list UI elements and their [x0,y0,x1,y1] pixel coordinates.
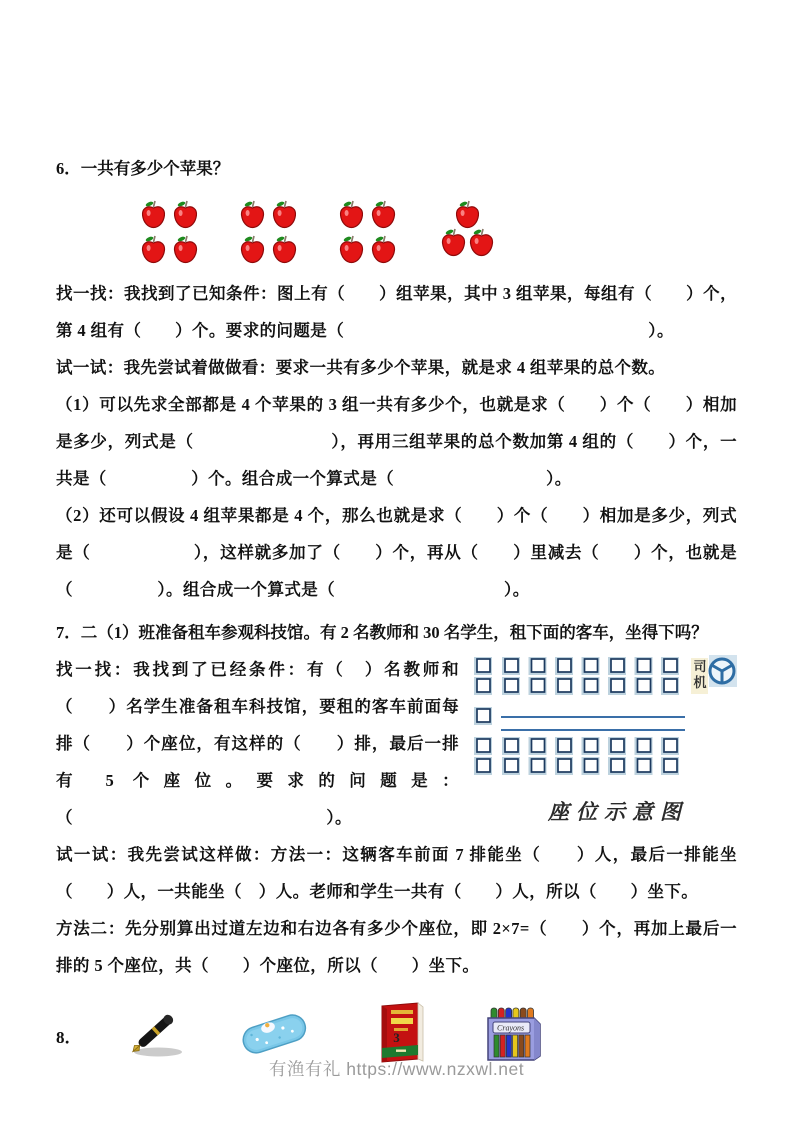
apple-group [437,199,497,257]
bus-seat [611,659,624,672]
apple-icon [239,234,266,264]
bus-seat [664,659,677,672]
bus-seat [477,659,490,672]
bus-seat [664,739,677,752]
question-7-method2-text: 方法二：先分别算出过道左边和右边各有多少个座位，即 2×7=（ ）个，再加上最后一排的 5 个座位，共（ ）个座位，所以（ ）坐下。 [56,919,737,975]
bus-seat [585,659,598,672]
bus-seat [638,659,651,672]
question-8-number: 8． [56,1027,82,1047]
bus-seating-figure [471,655,737,826]
bus-seat [585,679,598,692]
apple-icon [239,199,266,229]
question-7-title: 7．二（1）班准备租车参观科技馆。有 2 名教师和 30 名学生，租下面的客车，坐得下吗？ [56,623,708,642]
driver-label: 司机 [693,659,707,690]
bus-seat [477,739,490,752]
apple-groups-figure [140,199,737,267]
question-6-find-text: 找一找：我找到了已知条件：图上有（ ）组苹果，其中 3 组苹果，每组有（ ）个，第 4 组有（ ）个。要求的问题是（ ）。 [56,284,737,340]
apple-icon [271,199,298,229]
question-6-method1-text: （1）可以先求全部都是 4 个苹果的 3 组一共有多少个，也就是求（ ）个（ ）相加是多少，列式是（ ），再用三组苹果的总个数加第 4 组的（ ）个，一共是（ ）个。组合成一个算式是（ ）。 [56,395,737,488]
apple-group [140,199,199,264]
bus-seat [532,659,545,672]
question-6-method2-text: （2）还可以假设 4 组苹果都是 4 个，那么也就是求（ ）个（ ）相加是多少，列式是（ ），这样就多加了（ ）个，再从（ ）里减去（ ）个，也就是（ ）。组合成一个算式是（ ）。 [56,506,737,599]
bus-seat [558,759,571,772]
footer-watermark: 有渔有礼 https://www.nzxwl.net [268,1059,525,1079]
bus-seat [664,679,677,692]
apple-icon [172,234,199,264]
bus-seat [664,759,677,772]
bus-seat [611,679,624,692]
bus-seat [611,739,624,752]
apple-group [239,199,298,264]
apple-group [338,199,397,264]
question-7-find-text: 找一找：我找到了已经条件：有（ ）名教师和（ ）名学生准备租车科技馆，要租的客车前面每排（ ）个座位，有这样的（ ）排，最后一排有 5 个座位。要求的问题是：（ ）。 [56,660,459,827]
bus-seat [532,679,545,692]
apple-icon [370,199,397,229]
apple-icon [140,199,167,229]
page-number: 3 [393,1030,400,1045]
apple-icon [271,234,298,264]
bus-seat [638,679,651,692]
bus-seat [558,739,571,752]
bus-seat [532,739,545,752]
bus-seat [477,759,490,772]
apple-icon [338,234,365,264]
bus-seat [638,759,651,772]
bus-seat [505,679,518,692]
question-6-try-text: 试一试：我先尝试着做做看：要求一共有多少个苹果，就是求 4 组苹果的总个数。 [56,358,666,377]
bus-figure-caption: 座位示意图 [548,800,688,824]
question-6-title: 6．一共有多少个苹果？ [56,159,230,178]
bus-seating-diagram [471,655,737,787]
bus-seat [585,739,598,752]
question-7-block [56,614,737,984]
bus-seat [505,659,518,672]
bus-seat [532,759,545,772]
apple-icon [468,227,495,257]
apple-icon [338,199,365,229]
bus-seat [477,709,490,722]
bus-seat [477,679,490,692]
bus-seat [558,679,571,692]
question-7-try-text: 试一试：我先尝试这样做：方法一：这辆客车前面 7 排能坐（ ）人，最后一排能坐（ ）人，一共能坐（ ）人。老师和学生一共有（ ）人，所以（ ）坐下。 [56,845,737,901]
bus-seat [611,759,624,772]
apple-icon [440,227,467,257]
apple-icon [454,199,481,229]
steering-wheel-icon [710,659,734,683]
bus-seat [585,759,598,772]
apple-icon [140,234,167,264]
apple-icon [370,234,397,264]
apple-icon [172,199,199,229]
bus-seat [558,659,571,672]
crayon-box-label: Crayons [496,1023,524,1032]
bus-seat [505,759,518,772]
bus-seat [505,739,518,752]
bus-seat [638,739,651,752]
